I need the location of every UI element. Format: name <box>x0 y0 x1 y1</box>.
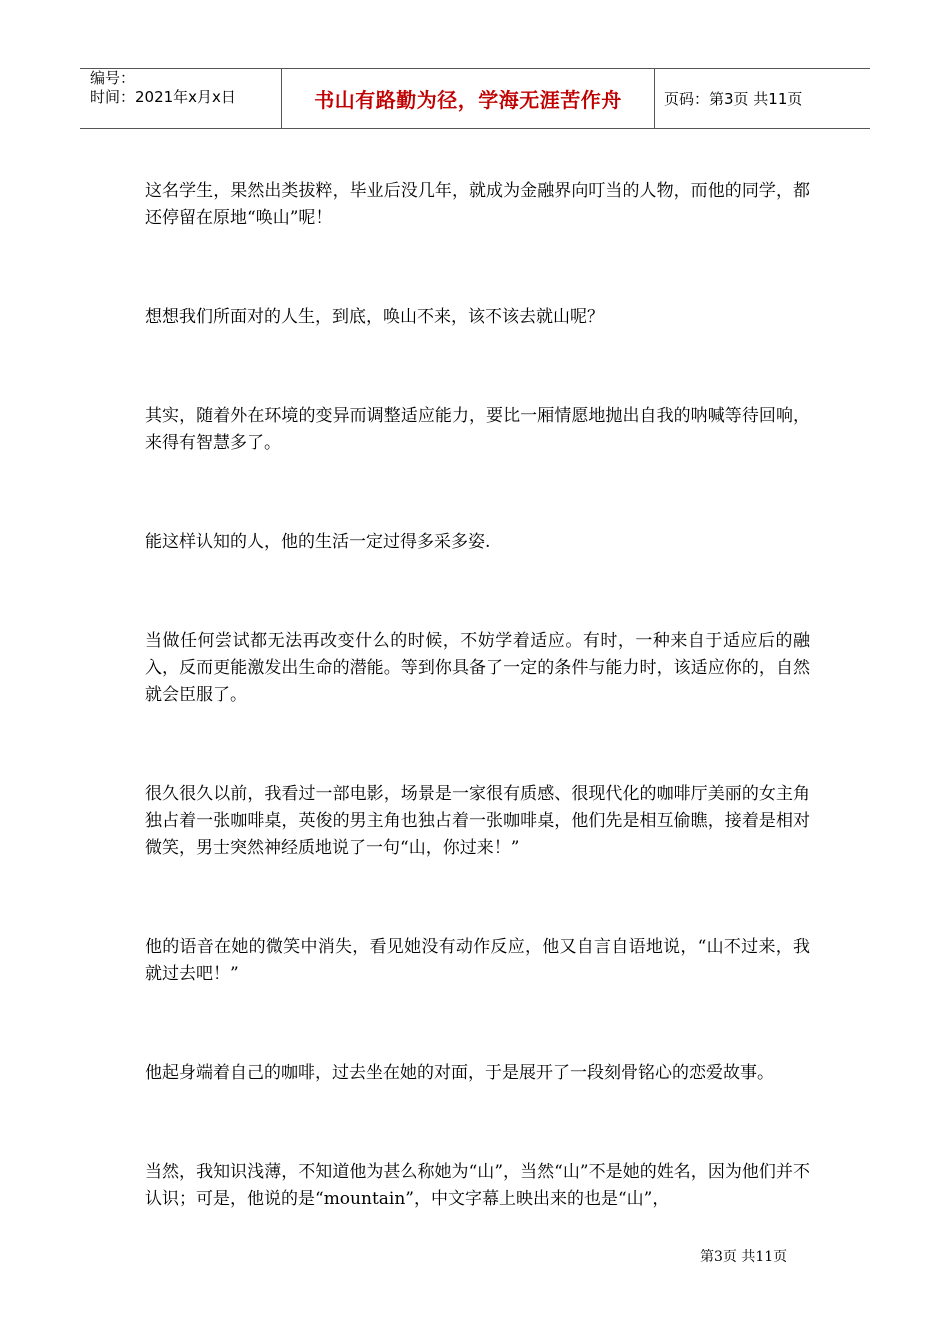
header-motto: 书山有路勤为径，学海无涯苦作舟 <box>314 87 622 112</box>
header-page-info: 页码：第3页 共11页 <box>664 89 803 108</box>
paragraph: 很久很久以前，我看过一部电影，场景是一家很有质感、很现代化的咖啡厅美丽的女主角独占着一张咖啡桌，英俊的男主角也独占着一张咖啡桌，他们先是相互偷瞧，接着是相对微笑，男士突然神经质地说了一句“山，你过来！” <box>145 784 810 858</box>
footer-page-number: 第3页 共11页 <box>700 1249 788 1265</box>
header-meta <box>90 69 278 107</box>
header-bottom-rule <box>80 128 870 129</box>
paragraph: 他起身端着自己的咖啡，过去坐在她的对面，于是展开了一段刻骨铭心的恋爱故事。 <box>145 1063 774 1083</box>
paragraph: 想想我们所面对的人生，到底，唤山不来，该不该去就山呢？ <box>145 307 604 327</box>
header-date-label: 时间：2021年x月x日 <box>90 88 236 106</box>
paragraph: 这名学生，果然出类拔粹，毕业后没几年，就成为金融界向叮当的人物，而他的同学，都还停留在原地“唤山”呢！ <box>145 181 810 228</box>
document-body <box>145 178 810 1213</box>
paragraph: 能这样认知的人，他的生活一定过得多采多姿. <box>145 532 491 552</box>
header-code-label: 编号： <box>90 69 136 87</box>
paragraph: 其实，随着外在环境的变异而调整适应能力，要比一厢情愿地抛出自我的呐喊等待回响，来得有智慧多了。 <box>145 406 810 453</box>
paragraph: 当然，我知识浅薄，不知道他为甚么称她为“山”，当然“山”不是她的姓名，因为他们并不认识；可是，他说的是“mountain”，中文字幕上映出来的也是“山”， <box>145 1162 810 1209</box>
header-divider-right <box>654 68 655 128</box>
paragraph: 他的语音在她的微笑中消失，看见她没有动作反应，他又自言自语地说，“山不过来，我就过去吧！” <box>145 937 810 984</box>
paragraph: 当做任何尝试都无法再改变什么的时候，不妨学着适应。有时，一种来自于适应后的融入，反而更能激发出生命的潜能。等到你具备了一定的条件与能力时，该适应你的，自然就会臣服了。 <box>145 631 810 705</box>
